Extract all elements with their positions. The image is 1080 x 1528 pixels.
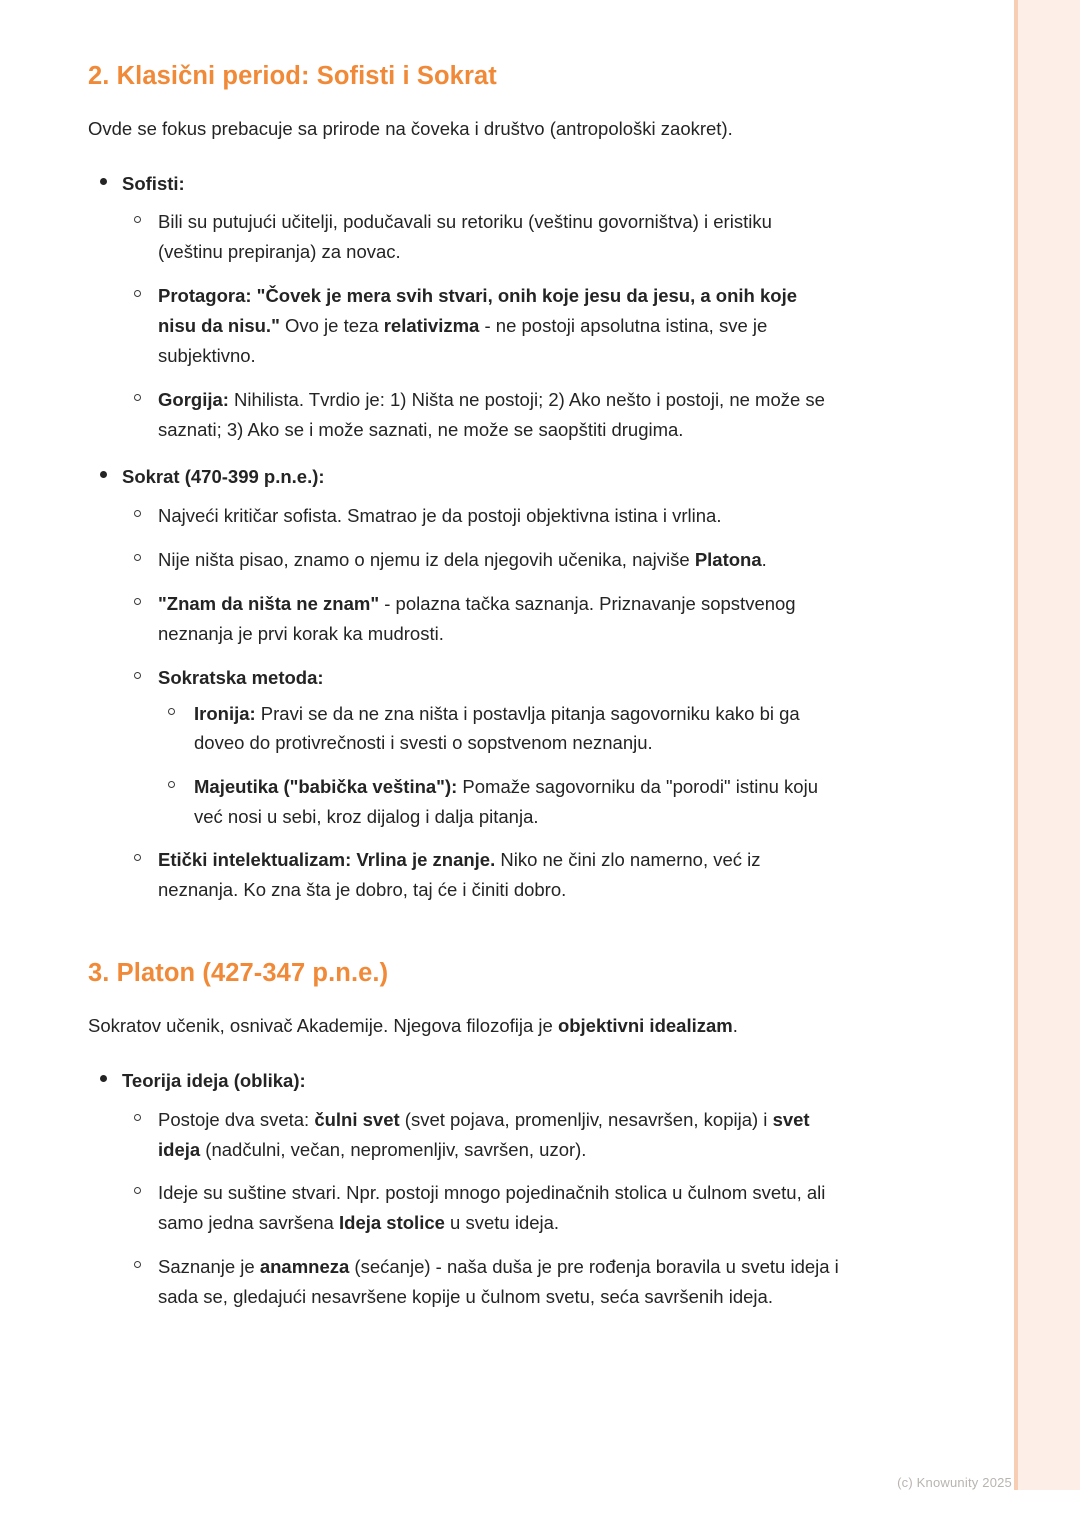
list-item [122, 1105, 840, 1165]
list-item [122, 1252, 840, 1312]
list-item-text: Protagora: "Čovek je mera svih stvari, onih koje jesu da jesu, a onih koje nisu da nisu." Ovo je teza relativizma - ne postoji apsolutna istina, sve je subjektivno. [158, 285, 798, 367]
list-classical-period [88, 170, 840, 905]
bullet-icon [100, 178, 107, 185]
circle-bullet-icon [134, 854, 141, 861]
circle-bullet-icon [134, 394, 141, 401]
list-item-text: Ideje su suštine stvari. Npr. postoji mnogo pojedinačnih stolica u čulnom svetu, ali samo jedna savršena Ideja stolice u svetu ideja. [158, 1182, 826, 1234]
list-item [122, 545, 840, 575]
list-item-sokrat [88, 463, 840, 905]
list-item-teorija-ideja [88, 1067, 840, 1313]
list-item [122, 1178, 840, 1238]
circle-bullet-icon [168, 708, 175, 715]
sublist-sokrat [122, 501, 840, 905]
list-item-label: Sokrat (470-399 p.n.e.): [122, 466, 325, 488]
list-item [122, 501, 840, 531]
circle-bullet-icon [134, 1114, 141, 1121]
list-item-label: Teorija ideja (oblika): [122, 1069, 306, 1091]
list-item-text: Gorgija: Nihilista. Tvrdio je: 1) Ništa ne postoji; 2) Ako nešto i postoji, ne može se saznati; 3) Ako se i može saznati, ne može se saopštiti drugima. [158, 389, 825, 441]
circle-bullet-icon [134, 598, 141, 605]
page-side-panel [1018, 0, 1080, 1490]
list-item-text: Saznanje je anamneza (sećanje) - naša duša je pre rođenja boravila u svetu ideja i sada se, gledajući nesavršene kopije u čulnom svetu, seća savršenih ideja. [158, 1256, 839, 1308]
circle-bullet-icon [134, 1261, 141, 1268]
circle-bullet-icon [168, 781, 175, 788]
circle-bullet-icon [134, 290, 141, 297]
section-title-platon: 3. Platon (427-347 p.n.e.) [88, 959, 389, 988]
list-item-text: Postoje dva sveta: čulni svet (svet pojava, promenljiv, nesavršen, kopija) i svet ideja (nadčulni, večan, nepromenljiv, savršen, uzor). [158, 1108, 810, 1160]
list-platon [88, 1067, 840, 1313]
bullet-icon [100, 471, 107, 478]
list-item [122, 845, 840, 905]
list-item [122, 281, 840, 371]
page-side-stripe [1014, 0, 1018, 1490]
list-item-sokratska-metoda [122, 663, 840, 831]
sublist-sofisti [122, 207, 840, 445]
list-item [122, 385, 840, 445]
list-item-text: "Znam da ništa ne znam" - polazna tačka saznanja. Priznavanje sopstvenog neznanja je prvi korak ka mudrosti. [158, 592, 796, 644]
sublist-teorija-ideja [122, 1105, 840, 1313]
sublist-sokratska-metoda [158, 699, 840, 831]
bullet-icon [100, 1075, 107, 1082]
section-intro-platon: Sokratov učenik, osnivač Akademije. Njegova filozofija je objektivni idealizam. [88, 1015, 738, 1037]
section-intro-classical-period: Ovde se fokus prebacuje sa prirode na čoveka i društvo (antropološki zaokret). [88, 118, 733, 139]
list-item-text: Majeutika ("babička veština"): Pomaže sagovorniku da "porodi" istinu koju već nosi u sebi, kroz dijalog i dalja pitanja. [194, 775, 818, 827]
list-item-label: Sofisti: [122, 172, 185, 194]
list-item-text: Nije ništa pisao, znamo o njemu iz dela njegovih učenika, najviše Platona. [158, 548, 767, 570]
list-item [122, 589, 840, 649]
document-content [88, 62, 840, 1312]
circle-bullet-icon [134, 510, 141, 517]
list-item [158, 699, 840, 758]
list-item-text: Etički intelektualizam: Vrlina je znanje. Niko ne čini zlo namerno, već iz neznanja. Ko zna šta je dobro, taj će i činiti dobro. [158, 849, 761, 901]
list-item-text: Bili su putujući učitelji, podučavali su retoriku (veštinu govorništva) i eristiku (veštinu prepiranja) za novac. [158, 211, 772, 263]
list-item-text: Najveći kritičar sofista. Smatrao je da postoji objektivna istina i vrlina. [158, 504, 722, 526]
list-item [122, 207, 840, 267]
section-title-classical-period: 2. Klasični period: Sofisti i Sokrat [88, 62, 497, 90]
list-item-text: Ironija: Pravi se da ne zna ništa i postavlja pitanja sagovorniku kako bi ga doveo do protivrečnosti i svesti o sopstvenom neznanju. [194, 702, 800, 754]
list-item-text: Sokratska metoda: [158, 666, 324, 688]
circle-bullet-icon [134, 1187, 141, 1194]
list-item-sofisti [88, 170, 840, 446]
circle-bullet-icon [134, 216, 141, 223]
watermark: (c) Knowunity 2025 [897, 1475, 1012, 1490]
circle-bullet-icon [134, 554, 141, 561]
circle-bullet-icon [134, 672, 141, 679]
list-item [158, 772, 840, 831]
